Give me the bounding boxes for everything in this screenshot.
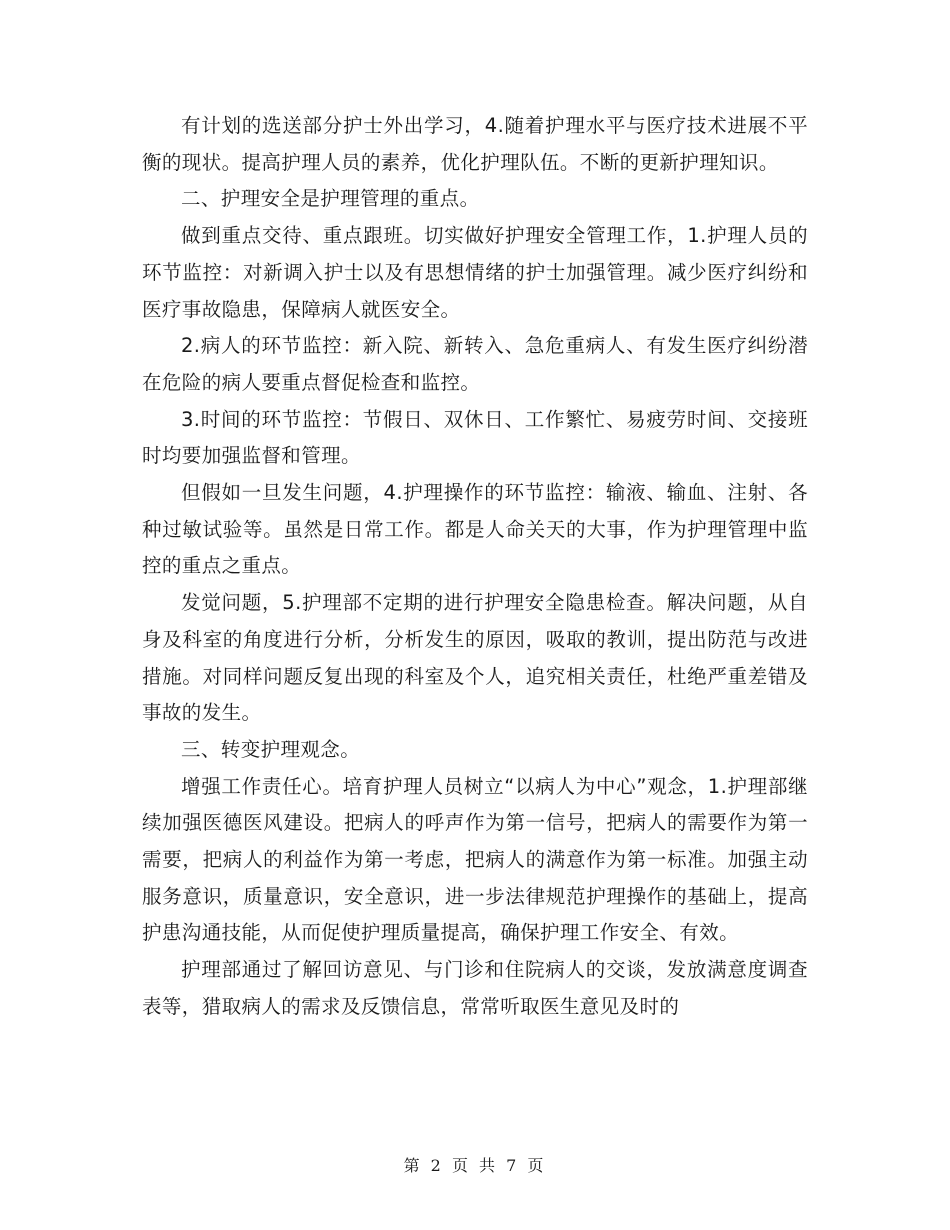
heading-section-3: 三、转变护理观念。: [181, 737, 361, 761]
paragraph-1: 有计划的选送部分护士外出学习，4.随着护理水平与医疗技术进展不平衡的现状。提高护理人员的素养，优化护理队伍。不断的更新护理知识。: [142, 114, 808, 174]
paragraph-10: 护理部通过了解回访意见、与门诊和住院病人的交谈，发放满意度调查表等，猎取病人的需求及反馈信息，常常听取医生意见及时的: [142, 958, 808, 1018]
paragraph-7: 发觉问题，5.护理部不定期的进行护理安全隐患检查。解决问题，从自身及科室的角度进行分析，分析发生的原因，吸取的教训，提出防范与改进措施。对同样问题反复出现的科室及个人，追究相关责任，杜绝严重差错及事故的发生。: [142, 591, 808, 725]
paragraph-9: 增强工作责任心。培育护理人员树立“以病人为中心”观念，1.护理部继续加强医德医风建设。把病人的呼声作为第一信号，把病人的需要作为第一需要，把病人的利益作为第一考虑，把病人的满意作为第一标准。加强主动服务意识，质量意识，安全意识，进一步法律规范护理操作的基础上，提高护患沟通技能，从而促使护理质量提高，确保护理工作安全、有效。: [142, 774, 808, 945]
paragraph-5: 3.时间的环节监控：节假日、双休日、工作繁忙、易疲劳时间、交接班时均要加强监督和管理。: [142, 407, 808, 468]
paragraph-4: 2.病人的环节监控：新入院、新转入、急危重病人、有发生医疗纠纷潜在危险的病人要重点督促检查和监控。: [142, 334, 808, 394]
document-body: [142, 108, 808, 1026]
paragraph-3: 做到重点交待、重点跟班。切实做好护理安全管理工作，1.护理人员的环节监控：对新调入护士以及有思想情绪的护士加强管理。减少医疗纠纷和医疗事故隐患，保障病人就医安全。: [142, 224, 808, 321]
page-number: 第 2 页 共 7 页: [403, 1156, 547, 1175]
paragraph-6: 但假如一旦发生问题，4.护理操作的环节监控：输液、输血、注射、各种过敏试验等。虽然是日常工作。都是人命关天的大事，作为护理管理中监控的重点之重点。: [142, 481, 808, 578]
heading-section-2: 二、护理安全是护理管理的重点。: [181, 187, 480, 211]
